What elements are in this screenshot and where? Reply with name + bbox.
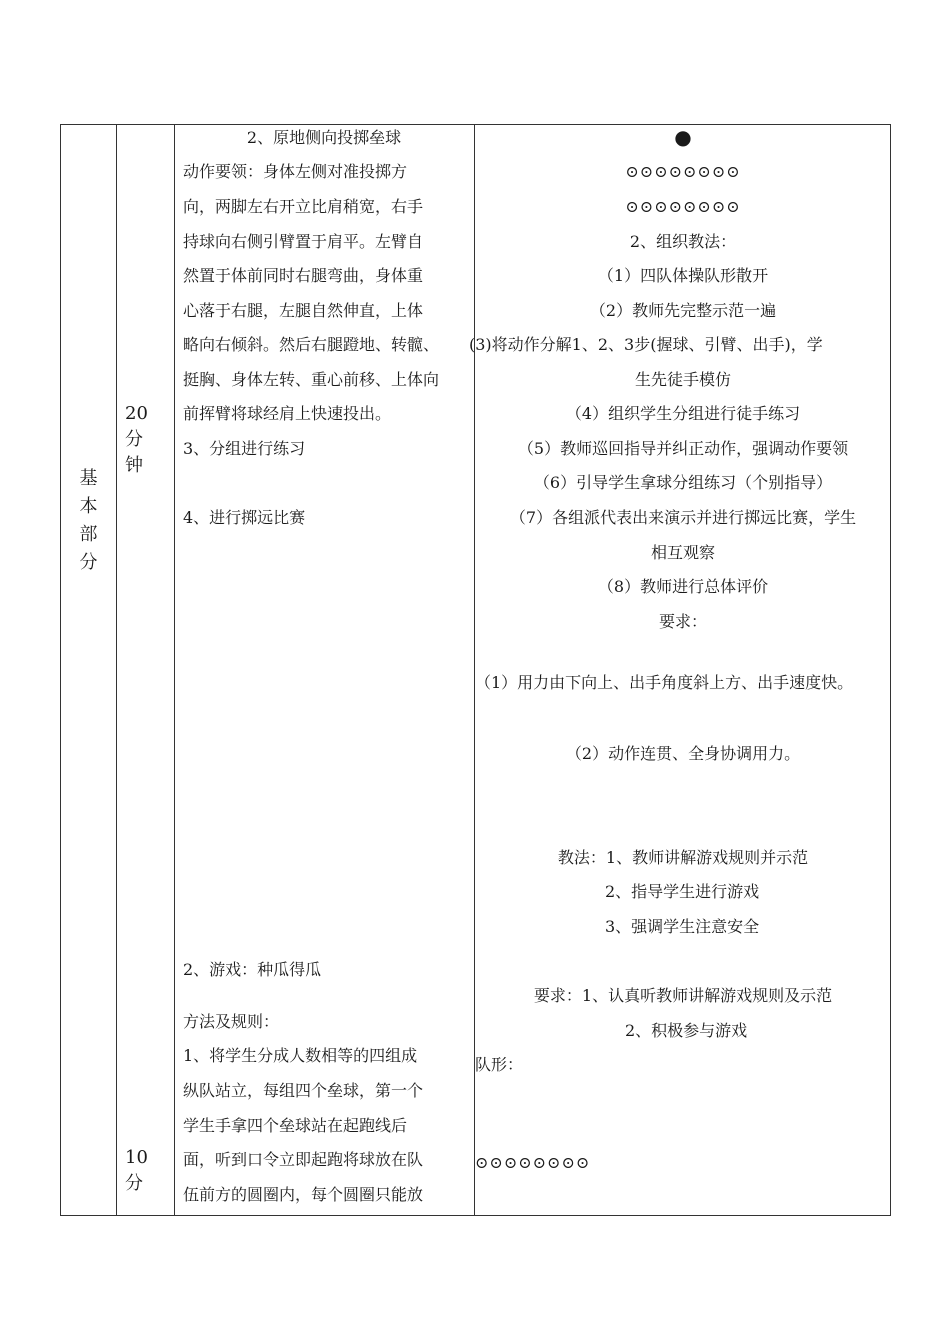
content-line: 略向右倾斜。然后右腿蹬地、转髋、 <box>183 335 440 354</box>
content-line: 持球向右侧引臂置于肩平。左臂自 <box>183 232 424 251</box>
organization-step: （1）四队体操队形散开 <box>597 266 769 285</box>
content-line: 前挥臂将球经肩上快速投出。 <box>183 404 392 423</box>
organization-step: （8）教师进行总体评价 <box>597 577 769 596</box>
content-line: 向，两脚左右开立比肩稍宽，右手 <box>183 197 424 216</box>
organization-title: 2、组织教法： <box>629 232 737 251</box>
formation-row: ⊙⊙⊙⊙⊙⊙⊙⊙ <box>625 162 741 181</box>
rules-title: 方法及规则： <box>183 1012 280 1031</box>
content-line: 心落于右腿，左腿自然伸直，上体 <box>183 301 424 320</box>
lesson-plan-table <box>60 124 891 1216</box>
time-allocation-1: 20 分 钟 <box>125 403 148 476</box>
rules-line: 学生手拿四个垒球站在起跑线后 <box>183 1116 408 1135</box>
formation-row: ⊙⊙⊙⊙⊙⊙⊙⊙ <box>625 197 741 216</box>
rules-line: 伍前方的圆圈内，每个圆圈只能放 <box>183 1185 424 1204</box>
requirement-item: （2）动作连贯、全身协调用力。 <box>565 744 801 763</box>
game-requirement-line: 2、积极参与游戏 <box>625 1021 748 1040</box>
column-divider <box>116 125 117 1215</box>
organization-step: （6）引导学生拿球分组练习（个别指导） <box>533 473 833 492</box>
content-line: 然置于体前同时右腿弯曲，身体重 <box>183 266 424 285</box>
organization-step: (3)将动作分解1、2、3步(握球、引臂、出手)，学 <box>469 335 823 354</box>
organization-step: （5）教师巡回指导并纠正动作，强调动作要领 <box>517 439 849 458</box>
requirements-title: 要求： <box>658 612 707 631</box>
organization-step: 相互观察 <box>650 543 715 562</box>
game-formation-row: ⊙⊙⊙⊙⊙⊙⊙⊙ <box>475 1153 591 1172</box>
content-heading: 2、原地侧向投掷垒球 <box>246 128 402 147</box>
game-title: 2、游戏：种瓜得瓜 <box>183 960 322 979</box>
teacher-position-dot: ● <box>674 125 692 149</box>
rules-line: 纵队站立，每组四个垒球，第一个 <box>183 1081 424 1100</box>
content-line: 挺胸、身体左转、重心前移、上体向 <box>183 370 440 389</box>
time-allocation-2: 10 分 <box>125 1147 148 1194</box>
game-method-line: 2、指导学生进行游戏 <box>605 882 760 901</box>
organization-step: （4）组织学生分组进行徒手练习 <box>565 404 801 423</box>
organization-step: 生先徒手模仿 <box>634 370 731 389</box>
requirement-item: （1）用力由下向上、出手角度斜上方、出手速度快。 <box>475 673 854 692</box>
organization-step: （2）教师先完整示范一遍 <box>589 301 777 320</box>
competition-item: 4、进行掷远比赛 <box>183 508 306 527</box>
game-requirement-line: 要求：1、认真听教师讲解游戏规则及示范 <box>533 986 833 1005</box>
rules-line: 面，听到口令立即起跑将球放在队 <box>183 1150 424 1169</box>
practice-item: 3、分组进行练习 <box>183 439 306 458</box>
content-line: 动作要领：身体左侧对准投掷方 <box>183 162 408 181</box>
formation-label: 队形： <box>475 1055 524 1074</box>
section-label: 基 本 部 分 <box>79 468 98 573</box>
game-method-line: 3、强调学生注意安全 <box>605 917 760 936</box>
rules-line: 1、将学生分成人数相等的四组成 <box>183 1046 418 1065</box>
game-method-line: 教法：1、教师讲解游戏规则并示范 <box>557 848 809 867</box>
organization-step: （7）各组派代表出来演示并进行掷远比赛，学生 <box>509 508 857 527</box>
